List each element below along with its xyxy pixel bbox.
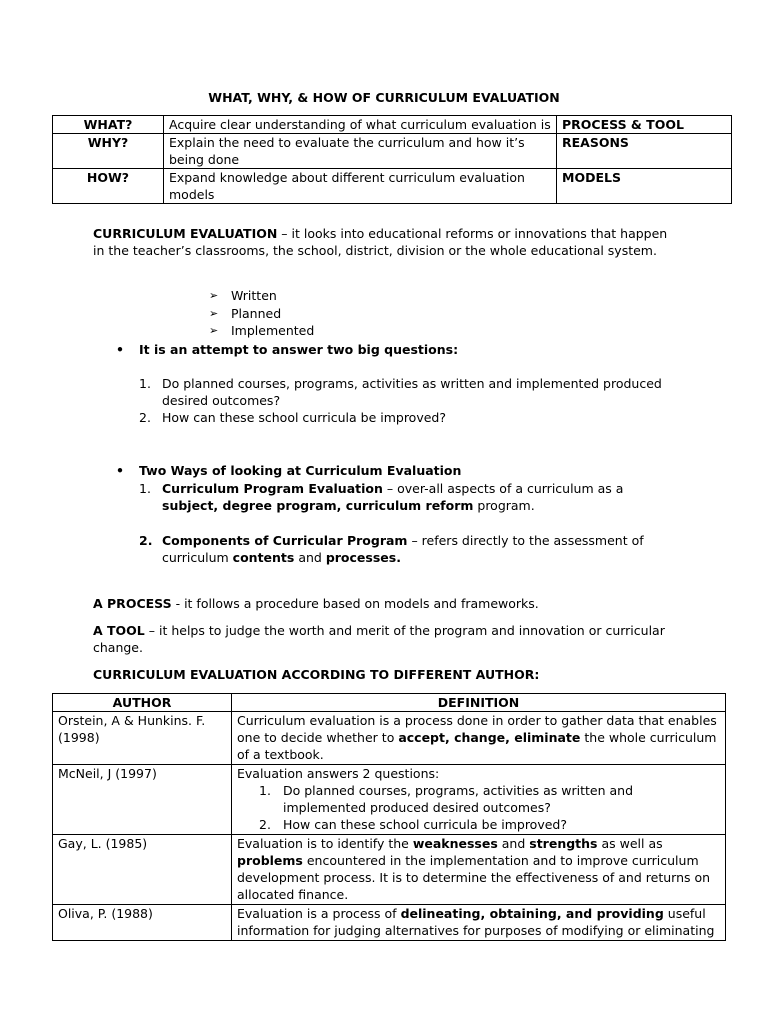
table-header-row <box>53 694 726 712</box>
table-row <box>53 134 732 169</box>
definition-text: encountered in the implementation and to improve curriculum development process. It is to determine the effectiveness of and returns on allocated finance. <box>237 853 711 902</box>
definition-text: Evaluation is to identify the <box>237 836 413 851</box>
list-item: ➢ Written <box>209 287 314 305</box>
way-text: – over-all aspects of a curriculum as a <box>382 481 624 496</box>
definition-emph: weaknesses <box>412 836 498 851</box>
intro-paragraph <box>93 225 673 259</box>
item-text: How can these school curricula be improved? <box>283 817 567 832</box>
author-cell: Oliva, P. (1988) <box>53 905 232 941</box>
list-item: ➢ Planned <box>209 305 314 323</box>
list-item <box>139 409 679 426</box>
questions-list <box>139 375 679 426</box>
way-term: Components of Curricular Program <box>162 533 408 548</box>
wwh-tag: REASONS <box>557 134 732 169</box>
definition-text: Evaluation is a process of <box>237 906 401 921</box>
way-mid: and <box>294 550 326 565</box>
intro-term: CURRICULUM EVALUATION <box>93 226 278 241</box>
definition-cell <box>232 905 726 941</box>
author-heading: CURRICULUM EVALUATION ACCORDING TO DIFFERENT AUTHOR: <box>93 667 540 682</box>
wwh-tag: MODELS <box>557 169 732 204</box>
column-header: AUTHOR <box>53 694 232 712</box>
item-text: Do planned courses, programs, activities as written and implemented produced desired outcomes? <box>162 376 662 408</box>
author-table <box>52 693 726 941</box>
definition-emph: accept, change, eliminate <box>398 730 581 745</box>
item-number: 2. <box>259 817 271 832</box>
definition-emph: problems <box>237 853 303 868</box>
process-term: A PROCESS <box>93 596 172 611</box>
item-number: 1. <box>139 376 151 391</box>
definition-cell <box>232 712 726 765</box>
list-item <box>139 375 679 409</box>
list-item <box>237 816 720 833</box>
wwh-key: WHY? <box>53 134 164 169</box>
what-why-how-table <box>52 115 732 204</box>
tool-text: – it helps to judge the worth and merit of the program and innovation or curricular change. <box>93 623 665 655</box>
table-row <box>53 712 726 765</box>
definition-text: Curriculum evaluation is a process done in order to gather data that enables one to decide whether to <box>237 713 717 745</box>
list-item <box>139 480 659 514</box>
table-row <box>53 765 726 835</box>
author-cell: Orstein, A & Hunkins. F. (1998) <box>53 712 232 765</box>
page-title: WHAT, WHY, & HOW OF CURRICULUM EVALUATION <box>208 90 560 105</box>
author-cell: McNeil, J (1997) <box>53 765 232 835</box>
wwh-tag: PROCESS & TOOL <box>557 116 732 134</box>
definition-text: Evaluation answers 2 questions: <box>237 766 440 781</box>
list-item <box>139 532 659 566</box>
way-text: – refers directly to the assessment of curriculum <box>162 533 644 565</box>
item-text: How can these school curricula be improved? <box>162 410 446 425</box>
author-cell: Gay, L. (1985) <box>53 835 232 905</box>
table-row <box>53 116 732 134</box>
way-emph: subject, degree program, curriculum reform <box>162 498 474 513</box>
process-text: - it follows a procedure based on models and frameworks. <box>171 596 539 611</box>
column-header: DEFINITION <box>232 694 726 712</box>
definition-text: and <box>497 836 530 851</box>
intro-text: – it looks into educational reforms or innovations that happen in the teacher’s classrooms, the school, district, division or the whole educational system. <box>93 226 668 258</box>
wwh-desc: Expand knowledge about different curriculum evaluation models <box>164 169 557 204</box>
definition-text: useful information for judging alternatives for purposes of modifying or eliminating <box>237 906 715 938</box>
definition-cell <box>232 765 726 835</box>
table-row <box>53 835 726 905</box>
table-row <box>53 905 726 941</box>
tool-definition <box>93 622 693 656</box>
item-number: 1. <box>259 783 271 798</box>
definition-text: the whole curriculum of a textbook. <box>237 730 717 762</box>
process-definition <box>93 595 693 612</box>
way-emph: processes. <box>325 550 401 565</box>
tool-term: A TOOL <box>93 623 145 638</box>
list-item: ➢ Implemented <box>209 322 314 340</box>
item-number: 2. <box>139 410 151 425</box>
definition-cell <box>232 835 726 905</box>
table-row <box>53 169 732 204</box>
ways-heading: • Two Ways of looking at Curriculum Evaluation <box>116 462 768 479</box>
way-tail: program. <box>473 498 535 513</box>
list-item <box>237 782 720 816</box>
forms-list <box>209 287 314 340</box>
definition-emph: strengths <box>529 836 598 851</box>
definition-list <box>237 782 720 833</box>
way-term: Curriculum Program Evaluation <box>162 481 383 496</box>
definition-emph: delineating, obtaining, and providing <box>400 906 664 921</box>
item-text: Do planned courses, programs, activities as written and implemented produced desired outcomes? <box>283 783 634 815</box>
item-number: 1. <box>139 481 151 496</box>
item-number: 2. <box>139 533 153 548</box>
wwh-key: WHAT? <box>53 116 164 134</box>
wwh-key: HOW? <box>53 169 164 204</box>
wwh-desc: Explain the need to evaluate the curriculum and how it’s being done <box>164 134 557 169</box>
questions-heading: • It is an attempt to answer two big questions: <box>116 341 768 358</box>
wwh-desc: Acquire clear understanding of what curriculum evaluation is <box>164 116 557 134</box>
way-emph: contents <box>232 550 295 565</box>
ways-list <box>139 480 659 584</box>
definition-text: as well as <box>597 836 663 851</box>
